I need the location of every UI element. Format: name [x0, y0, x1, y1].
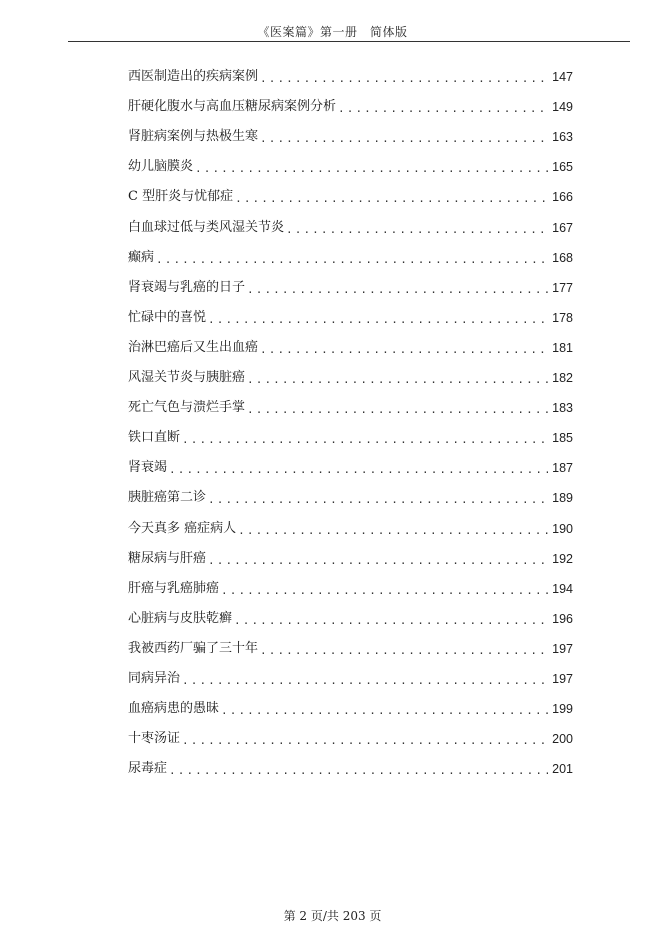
toc-entry[interactable]: [128, 634, 573, 664]
header-divider: [68, 41, 630, 42]
toc-dot-leader: [208, 307, 548, 333]
toc-entry[interactable]: [128, 513, 573, 543]
toc-entry-title: 肾衰竭与乳癌的日子: [128, 279, 246, 295]
toc-dot-leader: [260, 638, 548, 664]
toc-entry[interactable]: [128, 423, 573, 453]
toc-dot-leader: [221, 698, 548, 724]
toc-entry-page: 182: [552, 371, 573, 386]
toc-entry[interactable]: [128, 122, 573, 152]
toc-dot-leader: [247, 367, 548, 393]
toc-entry[interactable]: [128, 754, 573, 784]
toc-entry[interactable]: [128, 212, 573, 242]
toc-entry-page: 200: [552, 732, 573, 747]
toc-entry[interactable]: [128, 393, 573, 423]
toc-entry-page: 166: [552, 190, 573, 205]
page-number-footer: 第 2 页/共 203 页: [283, 909, 382, 923]
toc-entry[interactable]: [128, 574, 573, 604]
toc-entry-title: 心脏病与皮肤乾癣: [128, 610, 233, 626]
toc-dot-leader: [238, 518, 548, 544]
toc-dot-leader: [182, 728, 548, 754]
toc-entry-title: 糖尿病与肝癌: [128, 550, 207, 566]
toc-dot-leader: [338, 96, 548, 122]
toc-entry[interactable]: [128, 62, 573, 92]
toc-entry-title: 我被西药厂骗了三十年: [128, 640, 259, 656]
table-of-contents: [128, 62, 573, 784]
toc-dot-leader: [260, 66, 548, 92]
toc-entry-title: 肝癌与乳癌肺癌: [128, 580, 220, 596]
toc-entry-title: 肾衰竭: [128, 460, 168, 476]
toc-entry[interactable]: [128, 333, 573, 363]
toc-dot-leader: [195, 156, 548, 182]
toc-entry[interactable]: [128, 182, 573, 212]
toc-entry-title: 今天真多 癌症病人: [128, 520, 237, 536]
toc-entry-title: 同病异治: [128, 670, 181, 686]
toc-entry-page: 178: [552, 310, 573, 325]
toc-dot-leader: [156, 247, 548, 273]
toc-dot-leader: [235, 186, 548, 212]
toc-entry-page: 190: [552, 521, 573, 536]
toc-entry-page: 181: [552, 340, 573, 355]
toc-dot-leader: [260, 337, 548, 363]
toc-entry-title: 胰脏癌第二诊: [128, 490, 207, 506]
toc-entry-page: 187: [552, 461, 573, 476]
toc-entry-title: 幼儿脑膜炎: [128, 159, 194, 175]
toc-entry-title: 白血球过低与类风湿关节炎: [128, 219, 285, 235]
toc-dot-leader: [182, 427, 548, 453]
toc-entry-page: 183: [552, 401, 573, 416]
toc-entry-page: 147: [552, 70, 573, 85]
toc-entry-page: 149: [552, 100, 573, 115]
toc-entry[interactable]: [128, 243, 573, 273]
toc-dot-leader: [169, 758, 548, 784]
toc-entry-title: 治淋巴癌后又生出血癌: [128, 339, 259, 355]
toc-entry[interactable]: [128, 363, 573, 393]
toc-entry[interactable]: [128, 604, 573, 634]
toc-entry[interactable]: [128, 544, 573, 574]
toc-entry-page: 189: [552, 491, 573, 506]
toc-entry-title: C 型肝炎与忧郁症: [128, 189, 234, 205]
toc-entry-page: 196: [552, 611, 573, 626]
toc-entry[interactable]: [128, 152, 573, 182]
toc-entry-title: 十枣汤证: [128, 731, 181, 747]
toc-dot-leader: [247, 397, 548, 423]
toc-dot-leader: [221, 578, 548, 604]
toc-entry-page: 177: [552, 280, 573, 295]
toc-dot-leader: [208, 548, 548, 574]
toc-entry[interactable]: [128, 303, 573, 333]
toc-entry-title: 尿毒症: [128, 761, 168, 777]
toc-entry-page: 168: [552, 250, 573, 265]
toc-entry-title: 癫病: [128, 249, 155, 265]
toc-entry-title: 忙碌中的喜悦: [128, 309, 207, 325]
toc-entry-page: 197: [552, 671, 573, 686]
page-header: 《医案篇》第一册 简体版: [257, 25, 408, 39]
toc-entry[interactable]: [128, 483, 573, 513]
toc-dot-leader: [169, 457, 548, 483]
toc-entry[interactable]: [128, 694, 573, 724]
toc-entry-page: 163: [552, 130, 573, 145]
toc-entry[interactable]: [128, 453, 573, 483]
toc-entry-title: 铁口直断: [128, 430, 181, 446]
toc-dot-leader: [182, 668, 548, 694]
toc-dot-leader: [234, 608, 548, 634]
toc-entry-title: 风湿关节炎与胰脏癌: [128, 370, 246, 386]
toc-entry[interactable]: [128, 273, 573, 303]
toc-dot-leader: [208, 487, 548, 513]
toc-entry-title: 肾脏病案例与热极生寒: [128, 129, 259, 145]
toc-entry-page: 165: [552, 160, 573, 175]
toc-entry-page: 185: [552, 431, 573, 446]
toc-entry-page: 199: [552, 702, 573, 717]
toc-entry-title: 死亡气色与溃烂手掌: [128, 400, 246, 416]
toc-entry-title: 血癌病患的愚昧: [128, 701, 220, 717]
toc-entry[interactable]: [128, 92, 573, 122]
toc-dot-leader: [286, 217, 548, 243]
toc-entry-page: 194: [552, 581, 573, 596]
toc-entry-page: 197: [552, 641, 573, 656]
toc-entry-page: 192: [552, 551, 573, 566]
toc-dot-leader: [260, 126, 548, 152]
toc-entry[interactable]: [128, 664, 573, 694]
toc-entry[interactable]: [128, 724, 573, 754]
toc-entry-page: 167: [552, 220, 573, 235]
toc-dot-leader: [247, 277, 548, 303]
toc-entry-title: 肝硬化腹水与高血压糖尿病案例分析: [128, 99, 337, 115]
toc-entry-page: 201: [552, 762, 573, 777]
toc-entry-title: 西医制造出的疾病案例: [128, 69, 259, 85]
